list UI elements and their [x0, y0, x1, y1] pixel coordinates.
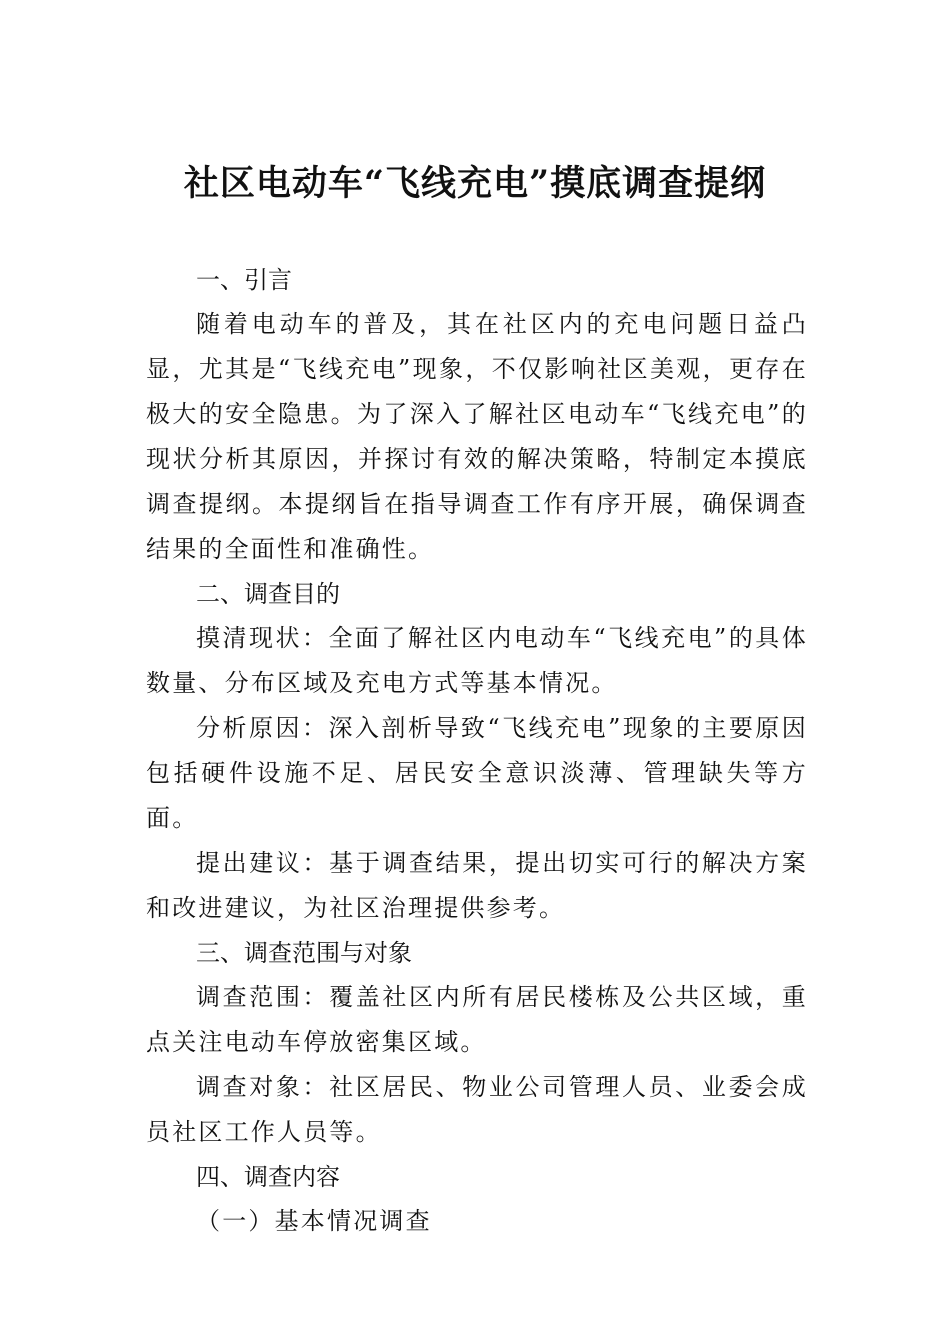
subsection-heading-basic: （一）基本情况调查	[196, 1207, 432, 1235]
section-heading-intro: 一、引言	[196, 266, 292, 294]
paragraph-scope-targets: 调查对象：社区居民、物业公司管理人员、业委会成员社区工作人员等。	[146, 1073, 808, 1146]
paragraph-purpose-suggestions: 提出建议：基于调查结果，提出切实可行的解决方案和改进建议，为社区治理提供参考。	[146, 849, 808, 922]
document-body	[146, 258, 808, 1244]
section-heading-purpose: 二、调查目的	[196, 580, 340, 608]
paragraph-purpose-causes: 分析原因：深入剖析导致“飞线充电”现象的主要原因包括硬件设施不足、居民安全意识淡薄、管理缺失等方面。	[146, 714, 808, 832]
section-heading-content: 四、调查内容	[196, 1163, 340, 1191]
section-heading-scope: 三、调查范围与对象	[196, 939, 412, 967]
document-title: 社区电动车“飞线充电”摸底调查提纲	[183, 163, 767, 204]
paragraph-scope-range: 调查范围：覆盖社区内所有居民楼栋及公共区域，重点关注电动车停放密集区域。	[146, 983, 808, 1056]
paragraph-purpose-status: 摸清现状：全面了解社区内电动车“飞线充电”的具体数量、分布区域及充电方式等基本情况。	[146, 624, 808, 697]
paragraph-intro: 随着电动车的普及，其在社区内的充电问题日益凸显，尤其是“飞线充电”现象，不仅影响社区美观，更存在极大的安全隐患。为了深入了解社区电动车“飞线充电”的现状分析其原因，并探讨有效的解决策略，特制定本摸底调查提纲。本提纲旨在指导调查工作有序开展，确保调查结果的全面性和准确性。	[146, 310, 808, 563]
